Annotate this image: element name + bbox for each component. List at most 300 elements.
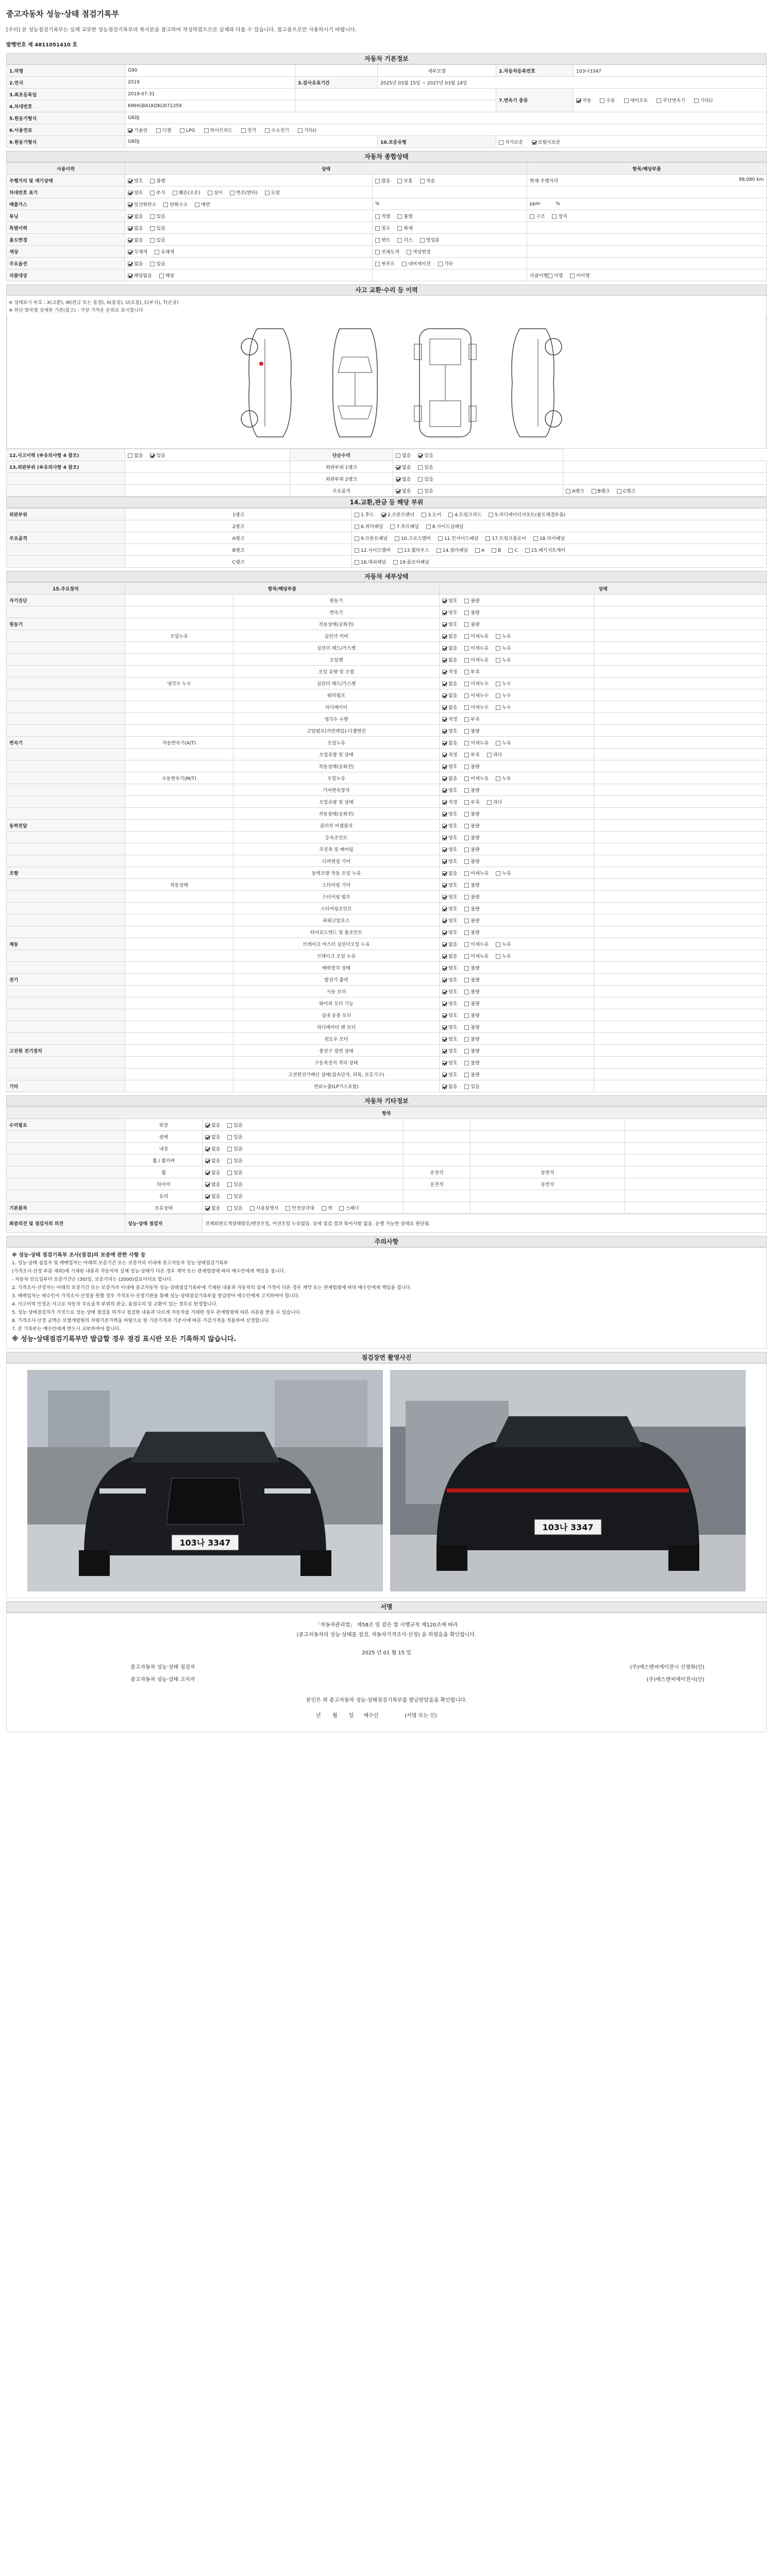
checkbox[interactable] [530,214,534,219]
detail-row: 변속기 양호 불량 [7,606,767,618]
checkbox[interactable] [422,513,426,517]
checkbox[interactable] [657,98,661,103]
checkbox[interactable] [442,895,447,900]
checkbox[interactable] [464,895,469,900]
checkbox[interactable] [442,824,447,828]
option: 누수 [496,704,511,710]
option: 적정 [442,668,457,675]
checkbox[interactable] [442,1061,447,1065]
checkbox[interactable] [464,1037,469,1042]
checkbox[interactable] [475,548,480,553]
checkbox[interactable] [418,489,423,494]
checkbox[interactable] [442,753,447,757]
checkbox[interactable] [355,524,359,529]
option: B [492,548,501,553]
detail-row: 변속기 자동변속기(A/T) 오일누유 없음 미세누유 누유 [7,737,767,749]
option: 불량 [464,1071,479,1078]
option: 없음 [205,1205,220,1211]
checkbox[interactable] [508,548,513,553]
checkbox[interactable] [227,1206,232,1211]
checkbox[interactable] [464,611,469,615]
checkbox[interactable] [150,214,155,219]
checkbox[interactable] [230,191,234,195]
checkbox[interactable] [195,202,199,207]
option: 없음 [442,941,457,947]
checkbox[interactable] [375,238,380,243]
checkbox[interactable] [442,599,447,603]
checkbox[interactable] [396,477,400,482]
checkbox[interactable] [464,907,469,911]
checkbox[interactable] [128,214,132,219]
detail-row: 냉각수 누수 실린더 헤드/가스켓 없음 미세누수 누수 [7,677,767,689]
checkbox[interactable] [205,1194,210,1199]
other-row: 내장 없음 있음 [7,1143,767,1155]
option: 8.사이드실패널 [426,523,464,530]
option: 불량 [464,1059,479,1066]
checkbox[interactable] [205,1123,210,1128]
checkbox[interactable] [448,513,453,517]
checkbox[interactable] [128,179,132,183]
checkbox[interactable] [442,741,447,745]
checkbox[interactable] [464,693,469,698]
option: 불량 [464,846,479,853]
option: 없음 [442,692,457,699]
checkbox[interactable] [150,453,155,458]
checkbox[interactable] [396,453,400,458]
checkbox[interactable] [375,262,380,266]
checkbox[interactable] [442,990,447,994]
checkbox[interactable] [381,513,386,517]
option: 없음 [205,1133,220,1140]
checkbox[interactable] [375,214,380,219]
checkbox[interactable] [464,848,469,852]
checkbox[interactable] [442,907,447,911]
checkbox[interactable] [464,1002,469,1006]
checkbox[interactable] [163,202,168,207]
legend-text: ※ 상태표시 부호 : X(교환), W(판금 또는 용접), A(흠집), U(요철), C(부식), T(손상) [9,300,179,306]
checkbox[interactable] [241,128,246,133]
checkbox[interactable] [173,191,177,195]
checkbox[interactable] [298,128,303,133]
accident-row: 12.사고이력 (※유의사항 4 참조) 없음 있음 단순수리 없음 있음 [7,449,767,461]
checkbox[interactable] [442,1002,447,1006]
checkbox[interactable] [205,1206,210,1211]
checkbox[interactable] [438,262,443,266]
checkbox[interactable] [205,1182,210,1187]
checkbox[interactable] [464,646,469,651]
checkbox[interactable] [624,98,629,103]
checkbox[interactable] [464,978,469,982]
option: 5.라디에이터서포트(볼트체결부품) [489,511,565,518]
option: 양호 [442,1000,457,1007]
option: 불량 [464,917,479,924]
checkbox[interactable] [442,859,447,864]
checkbox[interactable] [442,966,447,971]
option: 전체도색 [375,248,399,255]
checkbox[interactable] [205,1147,210,1151]
buyer-sign-line: 년 월 일 매수인 (서명 또는 인) [316,1713,437,1719]
checkbox[interactable] [496,871,500,876]
checkbox[interactable] [442,705,447,710]
checkbox[interactable] [442,682,447,686]
option: 양호 [442,1071,457,1078]
option: 미세누수 [464,692,489,699]
checkbox[interactable] [464,682,469,686]
checkbox[interactable] [442,611,447,615]
checkbox[interactable] [227,1171,232,1175]
detail-row: 작동상태 스티어링 기어 양호 불량 [7,879,767,891]
checkbox[interactable] [355,560,359,565]
checkbox[interactable] [576,98,581,103]
checkbox[interactable] [150,179,155,183]
checkbox[interactable] [464,634,469,639]
checkbox[interactable] [464,622,469,627]
checkbox[interactable] [464,942,469,947]
option: 네비게이션 [402,260,430,267]
checkbox[interactable] [442,788,447,793]
option: 없음 [442,645,457,651]
checkbox[interactable] [128,202,132,207]
checkbox[interactable] [617,489,621,494]
checkbox[interactable] [464,705,469,710]
option: 적법 [375,213,390,219]
checkbox[interactable] [442,930,447,935]
checkbox[interactable] [485,536,490,541]
option: 불량 [464,609,479,616]
checkbox[interactable] [426,524,431,529]
checkbox[interactable] [464,1084,469,1089]
option: 해당 [159,272,174,279]
checkbox[interactable] [464,800,469,805]
checkbox[interactable] [397,226,402,231]
checkbox[interactable] [533,536,538,541]
option: 누유 [496,633,511,639]
option: 미세누수 [464,680,489,687]
checkbox[interactable] [227,1194,232,1199]
checkbox[interactable] [592,489,596,494]
option: 있음 [150,452,165,459]
checkbox[interactable] [227,1123,232,1128]
checkbox[interactable] [464,954,469,959]
checkbox[interactable] [205,1159,210,1163]
checkbox[interactable] [442,717,447,722]
option: 많음 [375,177,390,184]
checkbox[interactable] [566,489,570,494]
checkbox[interactable] [393,560,398,565]
legend-text-2: ※ 하단 항목별 상세한 기준(참고) : 가장 가까운 순위로 표시합니다 [9,308,143,313]
checkbox[interactable] [464,729,469,734]
detail-row: 오일 유량 및 오염 적정 부족 [7,666,767,677]
option: 잭 [322,1205,332,1211]
checkbox[interactable] [442,942,447,947]
transmission-options: 자동 수동 세미오토 무단변속기 기타() [574,89,767,112]
checkbox[interactable] [464,883,469,888]
checkbox[interactable] [442,1025,447,1030]
checkbox[interactable] [464,871,469,876]
checkbox[interactable] [496,741,500,745]
checkbox[interactable] [442,1037,447,1042]
option: 없음 [205,1145,220,1152]
detail-row: 자기진단 원동기 양호 불량 [7,595,767,606]
checkbox[interactable] [464,1013,469,1018]
checkbox[interactable] [464,1025,469,1030]
option: 무채색 [128,248,147,255]
checkbox[interactable] [227,1159,232,1163]
checkbox[interactable] [442,670,447,674]
checkbox[interactable] [205,1135,210,1140]
option: 있음 [150,260,165,267]
checkbox[interactable] [150,262,155,266]
checkbox[interactable] [442,871,447,876]
checkbox[interactable] [442,776,447,781]
checkbox[interactable] [464,670,469,674]
detail-row: 냉각수 수량 적정 부족 [7,713,767,725]
checkbox[interactable] [464,776,469,781]
checkbox[interactable] [355,548,359,553]
other-row: 타이어 없음 있음 운전석 동반석 [7,1178,767,1190]
option: 있음 [464,1083,479,1090]
checkbox[interactable] [180,128,184,133]
option: 누유 [496,645,511,651]
checkbox[interactable] [128,226,132,231]
option: 양호 [442,917,457,924]
checkbox[interactable] [396,465,400,470]
car-diagram [7,316,766,448]
option: 부족 [464,751,479,758]
checkbox[interactable] [442,693,447,698]
checkbox[interactable] [464,1061,469,1065]
checkbox[interactable] [442,1049,447,1054]
checkbox[interactable] [420,179,425,183]
checkbox[interactable] [492,548,496,553]
checkbox[interactable] [265,191,270,195]
checkbox[interactable] [570,274,575,278]
option: 17.트렁크플로어 [485,535,526,541]
option: 일산화탄소 [128,201,156,208]
checkbox[interactable] [442,1073,447,1077]
checkbox[interactable] [397,179,402,183]
checkbox[interactable] [418,465,423,470]
checkbox[interactable] [600,98,604,103]
option: 없음 [442,633,457,639]
checkbox[interactable] [442,646,447,651]
option: 과다 [487,751,502,758]
option: 19.플로어패널 [393,558,429,565]
checkbox[interactable] [496,634,500,639]
checkbox[interactable] [464,717,469,722]
license-plate-rear: 103나 3347 [542,1522,594,1532]
checkbox[interactable] [355,513,359,517]
parts-table [6,508,767,568]
checkbox[interactable] [464,930,469,935]
checkbox[interactable] [464,824,469,828]
checkbox[interactable] [464,836,469,840]
checkbox[interactable] [499,140,503,145]
checkbox[interactable] [227,1147,232,1151]
checkbox[interactable] [496,954,500,959]
checkbox[interactable] [464,859,469,864]
checkbox[interactable] [265,128,270,133]
checkbox[interactable] [150,191,155,195]
checkbox[interactable] [397,238,402,243]
checkbox[interactable] [128,262,132,266]
option: 과다 [487,799,502,805]
checkbox[interactable] [128,191,132,195]
checkbox[interactable] [496,682,500,686]
checkbox[interactable] [464,753,469,757]
checkbox[interactable] [150,226,155,231]
checkbox[interactable] [464,1073,469,1077]
option: 불량 [464,905,479,912]
checkbox[interactable] [227,1135,232,1140]
checkbox[interactable] [375,179,380,183]
option: 있음 [227,1193,242,1199]
detail-row: 고전원 전기장치 충전구 절연 상태 양호 불량 [7,1045,767,1057]
checkbox[interactable] [464,1049,469,1054]
option: 불법 [397,213,412,219]
checkbox[interactable] [128,128,132,133]
checkbox[interactable] [407,250,411,255]
checkbox[interactable] [464,966,469,971]
checkbox[interactable] [487,800,492,805]
checkbox[interactable] [442,622,447,627]
checkbox[interactable] [496,646,500,651]
checkbox[interactable] [496,693,500,698]
option: B랭크 [592,487,610,494]
checkbox[interactable] [442,634,447,639]
checkbox[interactable] [489,513,493,517]
checkbox[interactable] [496,776,500,781]
option: 미세누수 [464,704,489,710]
checkbox[interactable] [442,658,447,663]
checkbox[interactable] [442,800,447,805]
checkbox[interactable] [355,536,359,541]
checkbox[interactable] [128,274,132,278]
checkbox[interactable] [464,765,469,769]
option: 양호 [442,1059,457,1066]
checkbox[interactable] [395,536,399,541]
option: 매연 [195,201,210,208]
checkbox[interactable] [442,978,447,982]
checkbox[interactable] [694,98,699,103]
option: 미세누유 [464,775,489,782]
checkbox[interactable] [496,658,500,663]
checkbox[interactable] [464,812,469,817]
checkbox[interactable] [418,453,423,458]
checkbox[interactable] [464,741,469,745]
checkbox[interactable] [464,599,469,603]
option: 리스 [397,236,412,243]
checkbox[interactable] [442,836,447,840]
checkbox[interactable] [487,753,492,757]
checkbox[interactable] [496,942,500,947]
checkbox[interactable] [322,1206,326,1211]
photo-area [6,1363,767,1598]
checkbox[interactable] [418,477,423,482]
car-right-side-icon [497,324,569,442]
checkbox[interactable] [464,919,469,923]
checkbox[interactable] [375,250,380,255]
checkbox[interactable] [155,250,159,255]
checkbox[interactable] [397,214,402,219]
checkbox[interactable] [205,1171,210,1175]
checkbox[interactable] [339,1206,344,1211]
checkbox[interactable] [442,729,447,734]
checkbox[interactable] [128,453,132,458]
photo-head: 점검장면 촬영사진 [6,1352,767,1363]
option: 스패너 [339,1205,359,1211]
other-row: 수리필요 외장 없음 있음 [7,1119,767,1131]
checkbox[interactable] [442,1013,447,1018]
option: 없음 [442,656,457,663]
checkbox[interactable] [204,128,209,133]
checkbox[interactable] [438,536,443,541]
checkbox[interactable] [464,990,469,994]
detail-row: 윈도우 모터 양호 불량 [7,1033,767,1045]
checkbox[interactable] [464,658,469,663]
option: 없음 [128,452,143,459]
note-line: 4. 사고이력 인정은 사고로 자동차 주요골격 부위의 판금, 용접수리 및 교환이 있는 경우로 한정합니다. [12,1302,218,1307]
checkbox[interactable] [156,128,161,133]
option: 탄화수소 [163,201,188,208]
checkbox[interactable] [442,765,447,769]
basic-info-table: 1.차명 G90 세부모델 2.자동차등록번호 103나3347 2.연식 2019 3.검사유효기간 2025년 03월 15일 ~ 2027년 03월 14일 3.최초등록일 2019-07-31 7.변속기 종류 자동 수동 세미오토 무단변속기 기타() 4.차대번호 KMHGB41KDKU071359 5.원동기형식 G6DJ 6.사용연료 가솔린 디젤 LPG 하이브리드 전기 수소전기 기타() 9.원동기형식 G6DJ 10.보증유형 자가보증 보험사보증 [6,64,767,148]
checkbox[interactable] [525,548,530,553]
option: 침수 [375,225,390,231]
checkbox[interactable] [128,238,132,243]
fuel-options: 가솔린 디젤 LPG 하이브리드 전기 수소전기 기타() [125,124,767,136]
opinion-table: 최종의견 및 점검자의 의견 성능·상태 점검자 전체외판도색상태양호/엔진오일, 미션오일 누유없음. 상세 점검 결과 특이사항 없음. 운행 가능한 상태로 판단됨. [6,1214,767,1233]
checkbox[interactable] [227,1182,232,1187]
option: 불량 [464,1012,479,1019]
checkbox[interactable] [375,226,380,231]
checkbox[interactable] [420,238,425,243]
checkbox[interactable] [390,524,395,529]
checkbox[interactable] [548,274,552,278]
option: 누유 [496,739,511,746]
checkbox[interactable] [150,238,155,243]
checkbox[interactable] [398,548,402,553]
checkbox[interactable] [436,548,441,553]
detail-row: 고압펌프(커먼레일)-디젤엔진 양호 불량 [7,725,767,737]
checkbox[interactable] [250,1206,255,1211]
checkbox[interactable] [442,1084,447,1089]
option: 11.인사이드패널 [438,535,478,541]
checkbox[interactable] [402,262,407,266]
checkbox[interactable] [285,1206,290,1211]
option: A랭크 [566,487,584,494]
option: 있음 [227,1157,242,1164]
checkbox[interactable] [442,848,447,852]
checkbox[interactable] [208,191,212,195]
checkbox[interactable] [128,250,132,255]
checkbox[interactable] [396,489,400,494]
checkbox[interactable] [552,214,557,219]
license-plate: 103나 3347 [179,1538,231,1548]
checkbox[interactable] [442,954,447,959]
checkbox[interactable] [464,788,469,793]
checkbox[interactable] [442,883,447,888]
checkbox[interactable] [159,274,164,278]
checkbox[interactable] [496,705,500,710]
option: 유채색 [155,248,174,255]
checkbox[interactable] [442,812,447,817]
checkbox[interactable] [442,919,447,923]
option: 영업용 [420,236,440,243]
checkbox[interactable] [532,140,536,145]
option: 양호 [442,621,457,628]
option: 없음 [205,1181,220,1188]
